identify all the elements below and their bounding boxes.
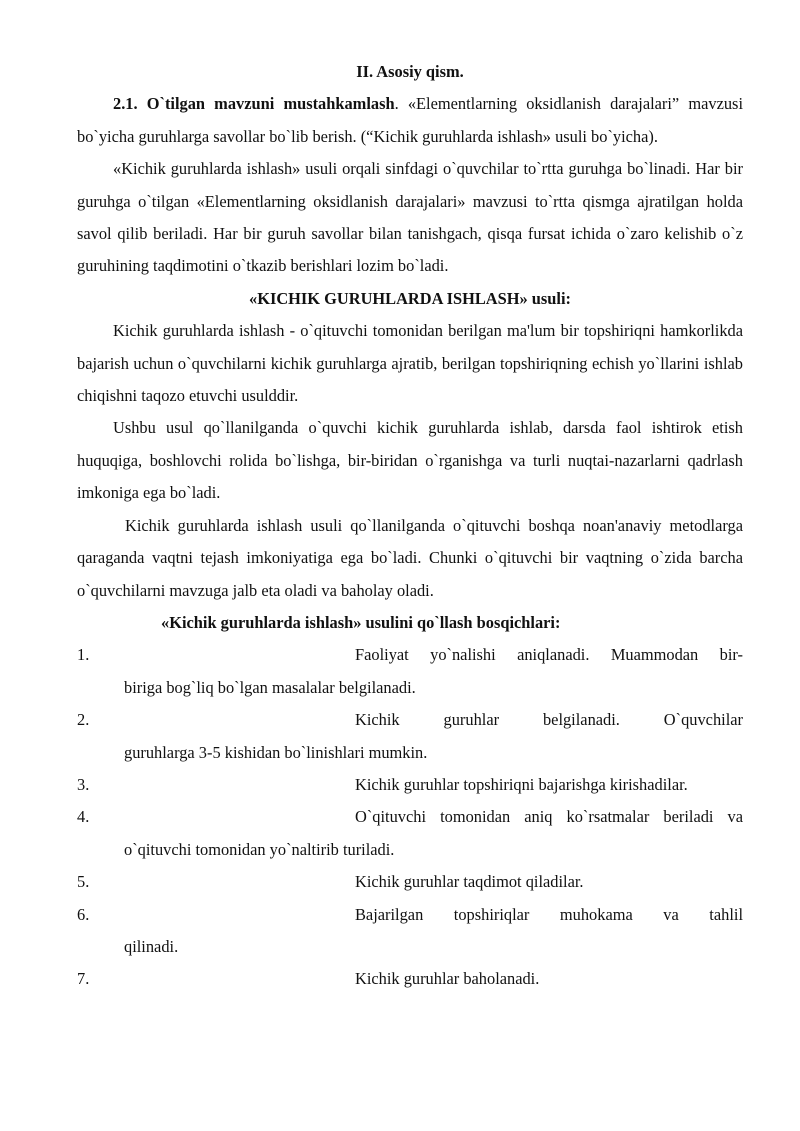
method-title: «KICHIK GURUHLARDA ISHLASH» usuli: [249,288,571,308]
step-text: Kichik guruhlar baholanadi. [355,969,540,989]
step-continuation: biriga bog`liq bo`lgan masalalar belgilanadi. [124,677,416,697]
paragraph-method-description: «Kichik guruhlarda ishlash» usuli orqali sinfdagi o`quvchilar to`rtta guruhga bo`linadi. Har bir guruhga o`tilgan «Elementlarning oksidlanish darajalari» mavzusi to`rtta qismga ajratilgan holda savol qilib beriladi. Har bir guruh savollar bilan tanishgach, qisqa fursat ichida o`zaro kelishib o`z guruhining taqdimotini o`tkazib berishlari lozim bo`ladi. [77,159,743,276]
list-item [77,866,743,898]
step-number: 3. [77,774,90,794]
steps-title: «Kichik guruhlarda ishlash» usulini qo`llash bosqichlari: [161,612,561,632]
step-text: Bajarilgan topshiriqlar muhokama va tahlil [355,904,743,924]
step-text: O`qituvchi tomonidan aniq ko`rsatmalar beriladi va [355,807,743,827]
step-number: 5. [77,872,90,892]
step-continuation: guruhlarga 3-5 kishidan bo`linishlari mumkin. [124,742,428,762]
list-item [77,704,743,769]
paragraph-definition: Kichik guruhlarda ishlash - o`qituvchi tomonidan berilgan ma'lum bir topshiriqni hamkorlikda bajarish uchun o`quvchilarni kichik guruhlarga ajratib, berilgan topshiriqning echish yo`llarini ishlab chiqishni taqozo etuvchi usulddir. [77,321,743,406]
section-heading: II. Asosiy qism. [356,62,464,81]
step-continuation: o`qituvchi tomonidan yo`naltirib turiladi. [124,839,395,859]
paragraph-benefits: Ushbu usul qo`llanilganda o`quvchi kichik guruhlarda ishlab, darsda faol ishtirok etish huquqiga, boshlovchi rolida bo`lishga, bir-biridan o`rganishga va turli nuqtai-nazarlarni qadrlash imkoniga ega bo`ladi. [77,418,743,503]
intro-bold-lead: 2.1. O`tilgan mavzuni mustahkamlash [113,94,395,114]
step-continuation: qilinadi. [124,936,179,956]
list-item [77,963,743,995]
step-text: Kichik guruhlar topshiriqni bajarishga kirishadilar. [355,774,688,794]
list-item [77,639,743,704]
paragraph-time-saving: Kichik guruhlarda ishlash usuli qo`llanilganda o`qituvchi boshqa noan'anaviy metodlarga qaraganda vaqtni tejash imkoniyatiga ega bo`ladi. Chunki o`qituvchi bir vaqtning o`zida barcha o`quvchilarni mavzuga jalb eta oladi va baholay oladi. [77,515,743,600]
step-number: 6. [77,904,90,924]
step-number: 7. [77,969,90,989]
step-text: Kichik guruhlar belgilanadi. O`quvchilar [355,710,743,730]
steps-list [77,639,743,995]
step-number: 2. [77,710,90,730]
step-number: 4. [77,807,90,827]
list-item [77,899,743,964]
intro-rest: . «Elementlarning oksidlanish darajalari” mavzusi bo`yicha guruhlarga savollar bo`lib berish. (“Kichik guruhlarda ishlash» usuli bo`yicha). [77,94,743,146]
list-item [77,801,743,866]
step-text: Kichik guruhlar taqdimot qiladilar. [355,872,584,892]
step-text: Faoliyat yo`nalishi aniqlanadi. Muammodan bir- [355,645,743,665]
step-number: 1. [77,645,90,665]
list-item [77,769,743,801]
paragraph-intro [77,88,743,153]
